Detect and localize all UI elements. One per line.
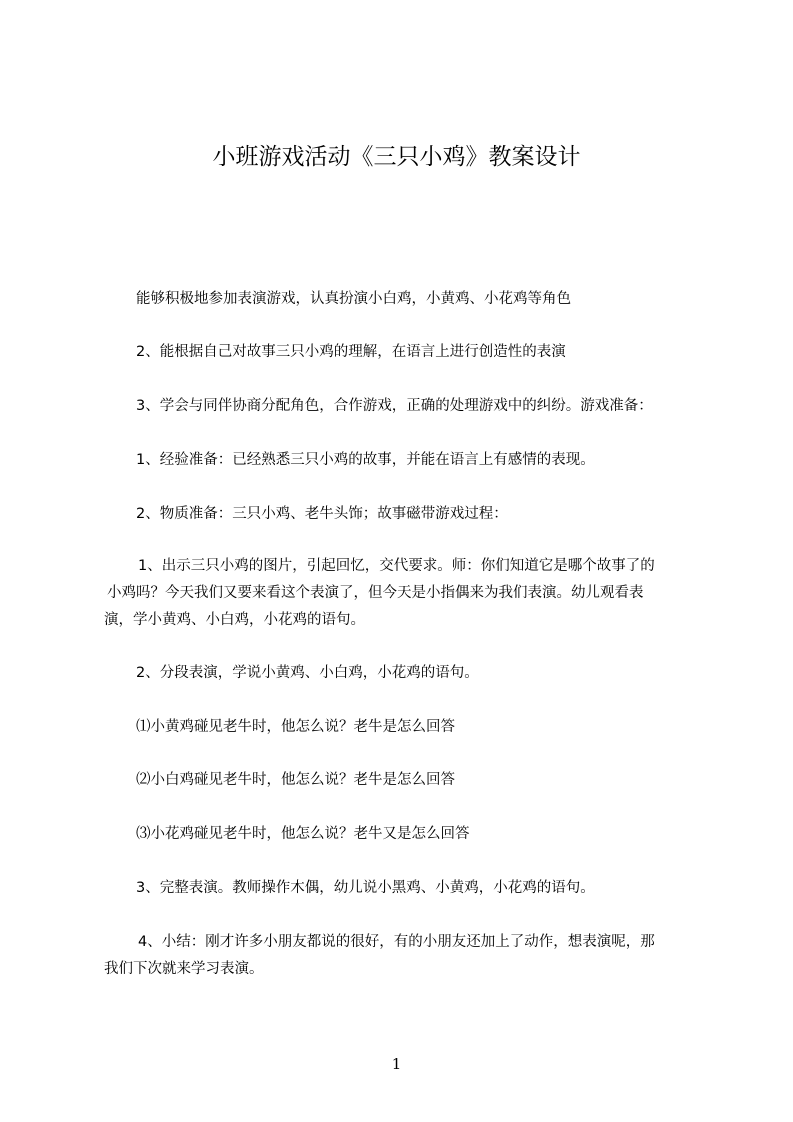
paragraph: ⑴小黄鸡碰见老牛时，他怎么说？老牛是怎么回答: [136, 719, 455, 735]
document-title: 小班游戏活动《三只小鸡》教案设计: [212, 144, 581, 170]
paragraph: 3、学会与同伴协商分配角色，合作游戏，正确的处理游戏中的纠纷。游戏准备：: [136, 398, 653, 414]
paragraph: 1、出示三只小鸡的图片，引起回忆，交代要求。师：你们知道它是哪个故事了的: [138, 558, 655, 574]
paragraph: 2、分段表演，学说小黄鸡、小白鸡，小花鸡的语句。: [136, 665, 479, 681]
paragraph: 2、能根据自己对故事三只小鸡的理解，在语言上进行创造性的表演: [136, 344, 566, 360]
paragraph: 3、完整表演。教师操作木偶，幼儿说小黑鸡、小黄鸡，小花鸡的语句。: [136, 880, 595, 896]
paragraph-continuation: 演，学小黄鸡、小白鸡，小花鸡的语句。: [104, 612, 365, 628]
paragraph-continuation: 我们下次就来学习表演。: [104, 961, 264, 977]
paragraph: 2、物质准备：三只小鸡、老牛头饰；故事磁带游戏过程：: [136, 506, 508, 522]
paragraph-continuation: 小鸡吗？今天我们又要来看这个表演了，但今天是小指偶来为我们表演。幼儿观看表: [107, 585, 644, 601]
page-number: 1: [391, 1055, 402, 1073]
paragraph: 1、经验准备：已经熟悉三只小鸡的故事，并能在语言上有感情的表现。: [136, 452, 595, 468]
paragraph: 能够积极地参加表演游戏，认真扮演小白鸡，小黄鸡、小花鸡等角色: [136, 291, 571, 307]
paragraph: ⑶小花鸡碰见老牛时，他怎么说？老牛又是怎么回答: [136, 826, 470, 842]
paragraph: 4、小结：刚才许多小朋友都说的很好，有的小朋友还加上了动作，想表演呢，那: [138, 934, 655, 950]
paragraph: ⑵小白鸡碰见老牛时，他怎么说？老牛是怎么回答: [136, 772, 455, 788]
